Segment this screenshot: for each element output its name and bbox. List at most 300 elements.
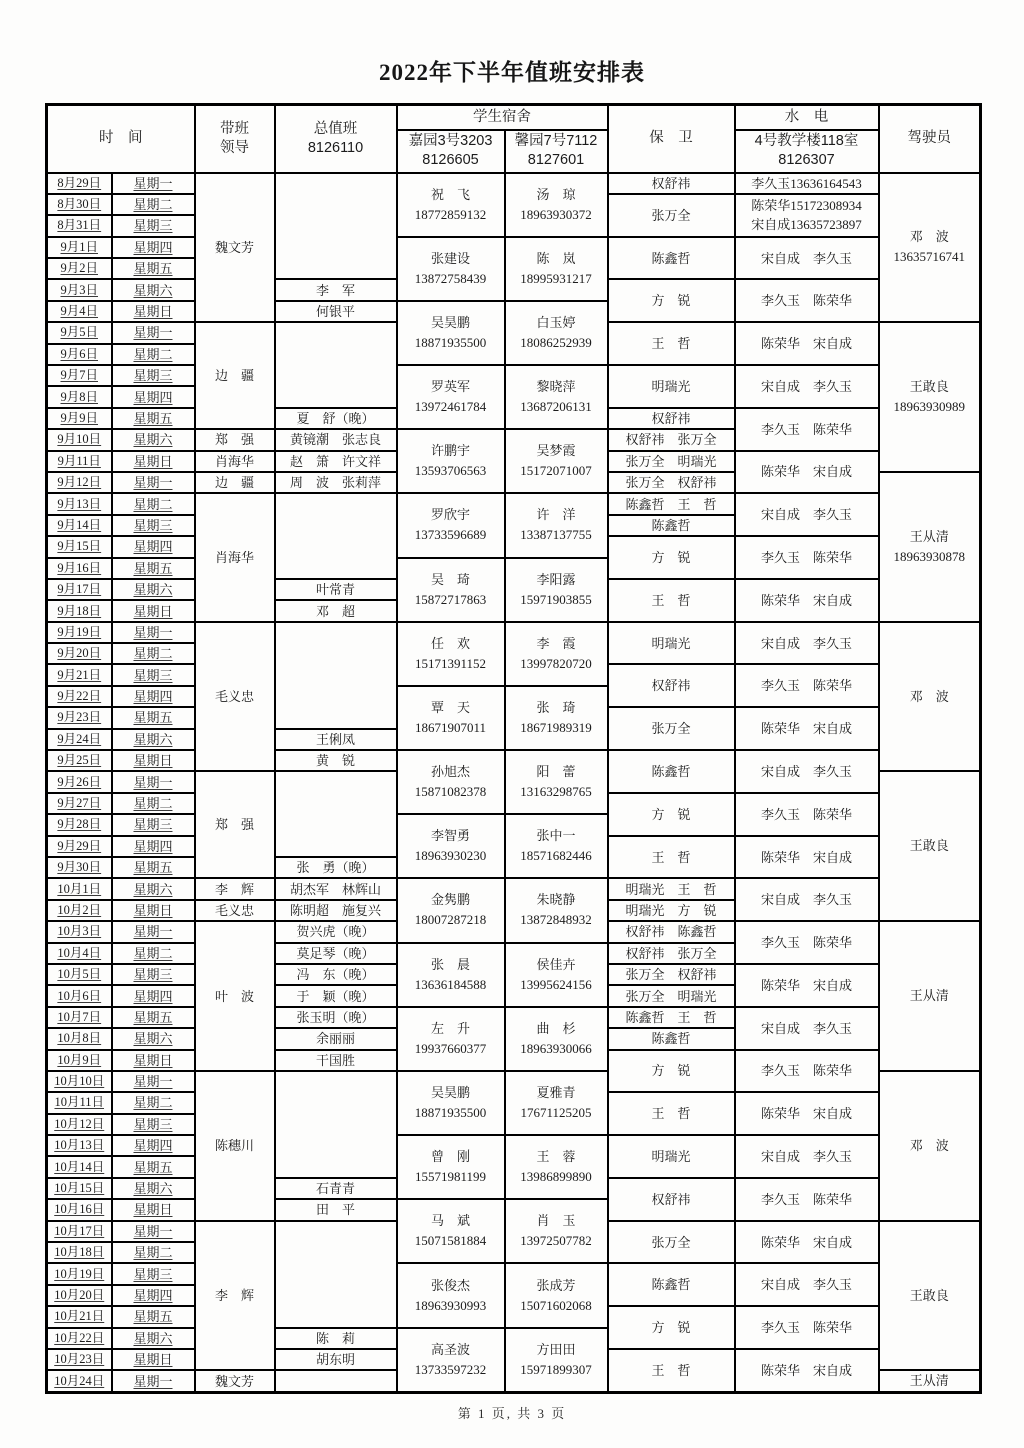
duty-cell: 贺兴虎（晚） [275, 921, 397, 942]
driver-cell: 王从清 [879, 921, 981, 1071]
security-cell: 王 哲 [608, 1349, 735, 1393]
dorm1-cell: 许鹏宇 13593706563 [397, 429, 505, 493]
water-cell: 李久玉 陈荣华 [735, 1306, 879, 1349]
week-cell: 星期一 [112, 921, 195, 942]
week-cell: 星期六 [112, 579, 195, 600]
week-cell: 星期五 [112, 1156, 195, 1177]
table-row [47, 365, 981, 386]
date-cell: 10月21日 [47, 1306, 112, 1327]
water-cell: 李久玉 陈荣华 [735, 664, 879, 707]
dorm2-cell: 陈 岚 18995931217 [505, 237, 608, 301]
dorm2-cell: 汤 琼 18963930372 [505, 173, 608, 237]
water-cell: 李久玉 陈荣华 [735, 921, 879, 964]
table-row [47, 878, 981, 899]
duty-cell: 石青青 [275, 1178, 397, 1199]
table-row [47, 622, 981, 643]
week-cell: 星期日 [112, 1349, 195, 1370]
header-water-room-phone: 8126307 [778, 152, 835, 168]
week-cell: 星期五 [112, 1007, 195, 1028]
duty-cell [275, 1370, 397, 1393]
duty-cell [275, 173, 397, 280]
table-row [47, 173, 981, 194]
week-cell: 星期二 [112, 493, 195, 514]
week-cell: 星期四 [112, 237, 195, 258]
week-cell: 星期六 [112, 279, 195, 300]
security-cell: 张万全 权舒祎 [608, 964, 735, 985]
dorm2-cell: 肖 玉 13972507782 [505, 1199, 608, 1263]
header-time-label: 时 间 [99, 130, 143, 147]
date-cell: 10月18日 [47, 1242, 112, 1263]
date-cell: 10月10日 [47, 1071, 112, 1092]
dorm2-cell: 阳 蕾 13163298765 [505, 750, 608, 814]
week-cell: 星期日 [112, 1050, 195, 1071]
date-cell: 9月20日 [47, 643, 112, 664]
security-cell: 王 哲 [608, 579, 735, 622]
leader-cell: 肖海华 [195, 493, 275, 621]
date-cell: 10月12日 [47, 1114, 112, 1135]
week-cell: 星期一 [112, 173, 195, 194]
water-cell: 宋自成 李久玉 [735, 237, 879, 280]
dorm2-cell: 许 洋 13387137755 [505, 493, 608, 557]
week-cell: 星期二 [112, 943, 195, 964]
water-cell: 陈荣华 宋自成 [735, 579, 879, 622]
security-cell: 明瑞光 [608, 365, 735, 408]
week-cell: 星期六 [112, 1178, 195, 1199]
date-cell: 10月4日 [47, 943, 112, 964]
date-cell: 9月27日 [47, 793, 112, 814]
security-cell: 明瑞光 [608, 622, 735, 665]
week-cell: 星期二 [112, 194, 195, 215]
header-dorm2 [505, 130, 608, 173]
date-cell: 9月13日 [47, 493, 112, 514]
date-cell: 9月25日 [47, 750, 112, 771]
security-cell: 陈鑫哲 王 哲 [608, 1007, 735, 1028]
date-cell: 9月15日 [47, 536, 112, 557]
week-cell: 星期一 [112, 472, 195, 493]
leader-cell: 陈穗川 [195, 1071, 275, 1221]
table-row [47, 750, 981, 771]
week-cell: 星期六 [112, 429, 195, 450]
week-cell: 星期一 [112, 622, 195, 643]
date-cell: 9月23日 [47, 707, 112, 728]
security-cell: 权舒祎 [608, 173, 735, 194]
security-cell: 明瑞光 方 锐 [608, 900, 735, 921]
week-cell: 星期五 [112, 558, 195, 579]
header-driver [879, 105, 981, 173]
date-cell: 9月6日 [47, 344, 112, 365]
security-cell: 陈鑫哲 [608, 750, 735, 793]
leader-cell: 郑 强 [195, 429, 275, 450]
week-cell: 星期三 [112, 365, 195, 386]
security-cell: 张万全 明瑞光 [608, 451, 735, 472]
duty-cell: 干国胜 [275, 1050, 397, 1071]
duty-cell: 何银平 [275, 301, 397, 322]
driver-cell: 邓 波 [879, 1071, 981, 1221]
header-water-group [735, 105, 879, 130]
date-cell: 9月14日 [47, 515, 112, 536]
water-cell: 李久玉 陈荣华 [735, 536, 879, 579]
week-cell: 星期一 [112, 771, 195, 792]
duty-cell: 田 平 [275, 1199, 397, 1220]
driver-cell: 邓 波 13635716741 [879, 173, 981, 323]
water-cell: 陈荣华 宋自成 [735, 451, 879, 494]
header-dorm1-name: 嘉园3号3203 [408, 133, 493, 150]
security-cell: 明瑞光 [608, 1135, 735, 1178]
date-cell: 10月7日 [47, 1007, 112, 1028]
security-cell: 权舒祎 张万全 [608, 943, 735, 964]
dorm1-cell: 孙旭杰 15871082378 [397, 750, 505, 814]
date-cell: 9月26日 [47, 771, 112, 792]
header-dorm2-phone: 8127601 [527, 152, 585, 168]
week-cell: 星期三 [112, 964, 195, 985]
week-cell: 星期四 [112, 985, 195, 1006]
week-cell: 星期三 [112, 515, 195, 536]
table-row [47, 1007, 981, 1028]
header-dorm2-name: 馨园7号7112 [514, 133, 598, 150]
water-cell: 陈荣华 宋自成 [735, 836, 879, 879]
header-duty-line1: 总值班 [313, 120, 358, 137]
duty-cell: 莫足琴（晚） [275, 943, 397, 964]
duty-cell [275, 322, 397, 408]
date-cell: 10月16日 [47, 1199, 112, 1220]
week-cell: 星期四 [112, 836, 195, 857]
date-cell: 9月30日 [47, 857, 112, 878]
leader-cell: 毛义忠 [195, 622, 275, 772]
water-cell: 宋自成 李久玉 [735, 365, 879, 408]
dorm2-cell: 王 蓉 13986899890 [505, 1135, 608, 1199]
header-water-room-name: 4号教学楼118室 [754, 133, 859, 150]
dorm1-cell: 吴昊鹏 18871935500 [397, 1071, 505, 1135]
week-cell: 星期日 [112, 900, 195, 921]
week-cell: 星期三 [112, 814, 195, 835]
date-cell: 10月22日 [47, 1328, 112, 1349]
dorm2-cell: 张 琦 18671989319 [505, 686, 608, 750]
week-cell: 星期四 [112, 686, 195, 707]
date-cell: 9月5日 [47, 322, 112, 343]
date-cell: 9月22日 [47, 686, 112, 707]
date-cell: 9月21日 [47, 664, 112, 685]
date-cell: 10月24日 [47, 1370, 112, 1393]
date-cell: 9月11日 [47, 451, 112, 472]
date-cell: 10月17日 [47, 1221, 112, 1242]
water-cell: 宋自成 李久玉 [735, 750, 879, 793]
date-cell: 9月18日 [47, 600, 112, 621]
dorm1-cell: 曾 刚 15571981199 [397, 1135, 505, 1199]
week-cell: 星期五 [112, 857, 195, 878]
driver-cell: 王敢良 18963930989 [879, 322, 981, 472]
duty-cell: 陈明超 施复兴 [275, 900, 397, 921]
date-cell: 10月14日 [47, 1156, 112, 1177]
water-cell: 李久玉 陈荣华 [735, 1050, 879, 1093]
dorm2-cell: 张成芳 15071602068 [505, 1263, 608, 1327]
security-cell: 张万全 权舒祎 [608, 472, 735, 493]
header-water-room [735, 130, 879, 173]
week-cell: 星期六 [112, 1028, 195, 1049]
water-cell: 陈荣华 宋自成 [735, 964, 879, 1007]
dorm1-cell: 高圣波 13733597232 [397, 1328, 505, 1393]
week-cell: 星期日 [112, 1199, 195, 1220]
dorm1-cell: 吴 琦 15872717863 [397, 558, 505, 622]
driver-cell: 王从清 [879, 1370, 981, 1393]
week-cell: 星期三 [112, 1114, 195, 1135]
date-cell: 10月19日 [47, 1263, 112, 1284]
date-cell: 10月1日 [47, 878, 112, 899]
week-cell: 星期一 [112, 1370, 195, 1393]
duty-cell: 李 军 [275, 279, 397, 300]
header-water-group-label: 水 电 [784, 108, 829, 125]
date-cell: 9月2日 [47, 258, 112, 279]
duty-cell: 胡杰军 林辉山 [275, 878, 397, 899]
dorm1-cell: 李智勇 18963930230 [397, 814, 505, 878]
leader-cell: 魏文芳 [195, 1370, 275, 1393]
duty-roster-table [45, 103, 982, 1394]
date-cell: 9月3日 [47, 279, 112, 300]
security-cell: 张万全 [608, 1221, 735, 1264]
date-cell: 9月16日 [47, 558, 112, 579]
leader-cell: 边 疆 [195, 472, 275, 493]
security-cell: 方 锐 [608, 793, 735, 836]
week-cell: 星期一 [112, 1071, 195, 1092]
leader-cell: 毛义忠 [195, 900, 275, 921]
header-leader-line2: 领导 [220, 139, 249, 156]
date-cell: 9月7日 [47, 365, 112, 386]
date-cell: 9月9日 [47, 408, 112, 429]
date-cell: 10月2日 [47, 900, 112, 921]
water-cell: 宋自成 李久玉 [735, 1135, 879, 1178]
date-cell: 8月30日 [47, 194, 112, 215]
header-dorm1 [397, 130, 505, 173]
date-cell: 9月29日 [47, 836, 112, 857]
driver-cell: 王敢良 [879, 1221, 981, 1371]
date-cell: 9月12日 [47, 472, 112, 493]
duty-cell: 张 勇（晚） [275, 857, 397, 878]
date-cell: 10月13日 [47, 1135, 112, 1156]
water-cell: 陈荣华 宋自成 [735, 322, 879, 365]
duty-cell: 陈 莉 [275, 1328, 397, 1349]
week-cell: 星期二 [112, 643, 195, 664]
page-number: 第 1 页, 共 3 页 [457, 1406, 567, 1422]
date-cell: 10月5日 [47, 964, 112, 985]
dorm1-cell: 金隽鹏 18007287218 [397, 878, 505, 942]
water-cell: 陈荣华 宋自成 [735, 1221, 879, 1264]
table-row [47, 1263, 981, 1284]
dorm2-cell: 白玉婷 18086252939 [505, 301, 608, 365]
week-cell: 星期三 [112, 1263, 195, 1284]
week-cell: 星期五 [112, 1306, 195, 1327]
date-cell: 9月8日 [47, 386, 112, 407]
header-dorm1-phone: 8126605 [422, 152, 479, 168]
security-cell: 陈鑫哲 [608, 1028, 735, 1049]
week-cell: 星期三 [112, 664, 195, 685]
date-cell: 9月28日 [47, 814, 112, 835]
date-cell: 9月24日 [47, 729, 112, 750]
header-security-label: 保 卫 [649, 130, 693, 147]
date-cell: 8月31日 [47, 215, 112, 236]
table-row [47, 493, 981, 514]
date-cell: 9月17日 [47, 579, 112, 600]
water-cell: 宋自成 李久玉 [735, 1263, 879, 1306]
dorm1-cell: 罗英军 13972461784 [397, 365, 505, 429]
dorm1-cell: 吴昊鹏 18871935500 [397, 301, 505, 365]
week-cell: 星期五 [112, 707, 195, 728]
duty-cell: 胡东明 [275, 1349, 397, 1370]
header-dorm-group-label: 学生宿舍 [473, 108, 531, 125]
water-cell: 陈荣华 宋自成 [735, 707, 879, 750]
duty-cell: 张玉明（晚） [275, 1007, 397, 1028]
driver-cell: 王敢良 [879, 771, 981, 921]
driver-cell: 邓 波 [879, 622, 981, 772]
week-cell: 星期二 [112, 1242, 195, 1263]
table-row [47, 1135, 981, 1156]
date-cell: 10月3日 [47, 921, 112, 942]
week-cell: 星期一 [112, 322, 195, 343]
date-cell: 9月1日 [47, 237, 112, 258]
water-cell: 宋自成 李久玉 [735, 878, 879, 921]
duty-cell [275, 493, 397, 579]
security-cell: 王 哲 [608, 836, 735, 879]
dorm2-cell: 朱晓静 13872848932 [505, 878, 608, 942]
dorm2-cell: 方田田 15971899307 [505, 1328, 608, 1393]
date-cell: 9月10日 [47, 429, 112, 450]
duty-cell: 赵 箫 许文祥 [275, 451, 397, 472]
header-dorm-group [397, 105, 608, 130]
security-cell: 张万全 明瑞光 [608, 985, 735, 1006]
dorm2-cell: 黎晓萍 13687206131 [505, 365, 608, 429]
water-cell: 李久玉 陈荣华 [735, 279, 879, 322]
date-cell: 10月23日 [47, 1349, 112, 1370]
date-cell: 10月6日 [47, 985, 112, 1006]
header-general-duty [275, 105, 397, 173]
duty-cell: 黄镜潮 张志良 [275, 429, 397, 450]
water-cell: 陈荣华 宋自成 [735, 1349, 879, 1393]
page-title: 2022年下半年值班安排表 [379, 60, 645, 85]
date-cell: 9月4日 [47, 301, 112, 322]
week-cell: 星期六 [112, 729, 195, 750]
date-cell: 8月29日 [47, 173, 112, 194]
security-cell: 张万全 [608, 707, 735, 750]
security-cell: 方 锐 [608, 279, 735, 322]
week-cell: 星期日 [112, 600, 195, 621]
duty-cell: 于 颖（晚） [275, 985, 397, 1006]
duty-cell [275, 771, 397, 857]
dorm2-cell: 张中一 18571682446 [505, 814, 608, 878]
leader-cell: 叶 波 [195, 921, 275, 1071]
date-cell: 10月8日 [47, 1028, 112, 1049]
dorm1-cell: 马 斌 15071581884 [397, 1199, 505, 1263]
week-cell: 星期四 [112, 536, 195, 557]
duty-cell: 叶常青 [275, 579, 397, 600]
header-duty-phone: 8126110 [307, 139, 364, 156]
week-cell: 星期日 [112, 750, 195, 771]
leader-cell: 李 辉 [195, 878, 275, 899]
water-cell: 陈荣华 宋自成 [735, 1092, 879, 1135]
week-cell: 星期日 [112, 301, 195, 322]
security-cell: 权舒祎 张万全 [608, 429, 735, 450]
duty-cell: 余丽丽 [275, 1028, 397, 1049]
date-cell: 10月20日 [47, 1285, 112, 1306]
security-cell: 王 哲 [608, 1092, 735, 1135]
dorm2-cell: 夏雅青 17671125205 [505, 1071, 608, 1135]
duty-cell: 黄 锐 [275, 750, 397, 771]
date-cell: 10月11日 [47, 1092, 112, 1113]
water-cell: 陈荣华15172308934 宋自成13635723897 [735, 194, 879, 237]
date-cell: 10月9日 [47, 1050, 112, 1071]
week-cell: 星期二 [112, 793, 195, 814]
dorm2-cell: 李阳露 15971903855 [505, 558, 608, 622]
date-cell: 9月19日 [47, 622, 112, 643]
header-time [47, 105, 195, 173]
dorm2-cell: 李 霞 13997820720 [505, 622, 608, 686]
duty-cell [275, 622, 397, 729]
date-cell: 10月15日 [47, 1178, 112, 1199]
week-cell: 星期四 [112, 1135, 195, 1156]
water-cell: 宋自成 李久玉 [735, 622, 879, 665]
security-cell: 陈鑫哲 王 哲 [608, 493, 735, 514]
table-row [47, 237, 981, 258]
driver-cell: 王从清 18963930878 [879, 472, 981, 622]
week-cell: 星期五 [112, 258, 195, 279]
leader-cell: 李 辉 [195, 1221, 275, 1371]
dorm1-cell: 张 晨 13636184588 [397, 943, 505, 1007]
security-cell: 陈鑫哲 [608, 515, 735, 536]
dorm1-cell: 张俊杰 18963930993 [397, 1263, 505, 1327]
security-cell: 权舒祎 [608, 408, 735, 429]
header-driver-label: 驾驶员 [907, 130, 951, 147]
security-cell: 权舒祎 [608, 1178, 735, 1221]
duty-cell: 王俐凤 [275, 729, 397, 750]
week-cell: 星期六 [112, 1328, 195, 1349]
duty-cell: 冯 东（晚） [275, 964, 397, 985]
security-cell: 方 锐 [608, 1050, 735, 1093]
security-cell: 明瑞光 王 哲 [608, 878, 735, 899]
security-cell: 方 锐 [608, 536, 735, 579]
duty-cell: 夏 舒（晚） [275, 408, 397, 429]
week-cell: 星期五 [112, 408, 195, 429]
dorm1-cell: 祝 飞 18772859132 [397, 173, 505, 237]
week-cell: 星期一 [112, 1221, 195, 1242]
week-cell: 星期六 [112, 878, 195, 899]
roster-body [47, 173, 981, 1393]
week-cell: 星期四 [112, 386, 195, 407]
water-cell: 宋自成 李久玉 [735, 493, 879, 536]
water-cell: 李久玉13636164543 [735, 173, 879, 194]
week-cell: 星期四 [112, 1285, 195, 1306]
dorm1-cell: 罗欣宇 13733596689 [397, 493, 505, 557]
dorm1-cell: 任 欢 15171391152 [397, 622, 505, 686]
leader-cell: 肖海华 [195, 451, 275, 472]
week-cell: 星期二 [112, 1092, 195, 1113]
header-security [608, 105, 735, 173]
duty-cell: 周 波 张莉萍 [275, 472, 397, 493]
water-cell: 李久玉 陈荣华 [735, 793, 879, 836]
dorm1-cell: 张建设 13872758439 [397, 237, 505, 301]
security-cell: 陈鑫哲 [608, 237, 735, 280]
week-cell: 星期日 [112, 451, 195, 472]
security-cell: 陈鑫哲 [608, 1263, 735, 1306]
leader-cell: 边 疆 [195, 322, 275, 429]
water-cell: 宋自成 李久玉 [735, 1007, 879, 1050]
security-cell: 张万全 [608, 194, 735, 237]
duty-cell [275, 1221, 397, 1328]
dorm1-cell: 覃 天 18671907011 [397, 686, 505, 750]
dorm2-cell: 吴梦霞 15172071007 [505, 429, 608, 493]
duty-cell: 邓 超 [275, 600, 397, 621]
security-cell: 方 锐 [608, 1306, 735, 1349]
dorm1-cell: 左 升 19937660377 [397, 1007, 505, 1071]
header-leader [195, 105, 275, 173]
table-header [47, 105, 981, 173]
duty-cell [275, 1071, 397, 1178]
